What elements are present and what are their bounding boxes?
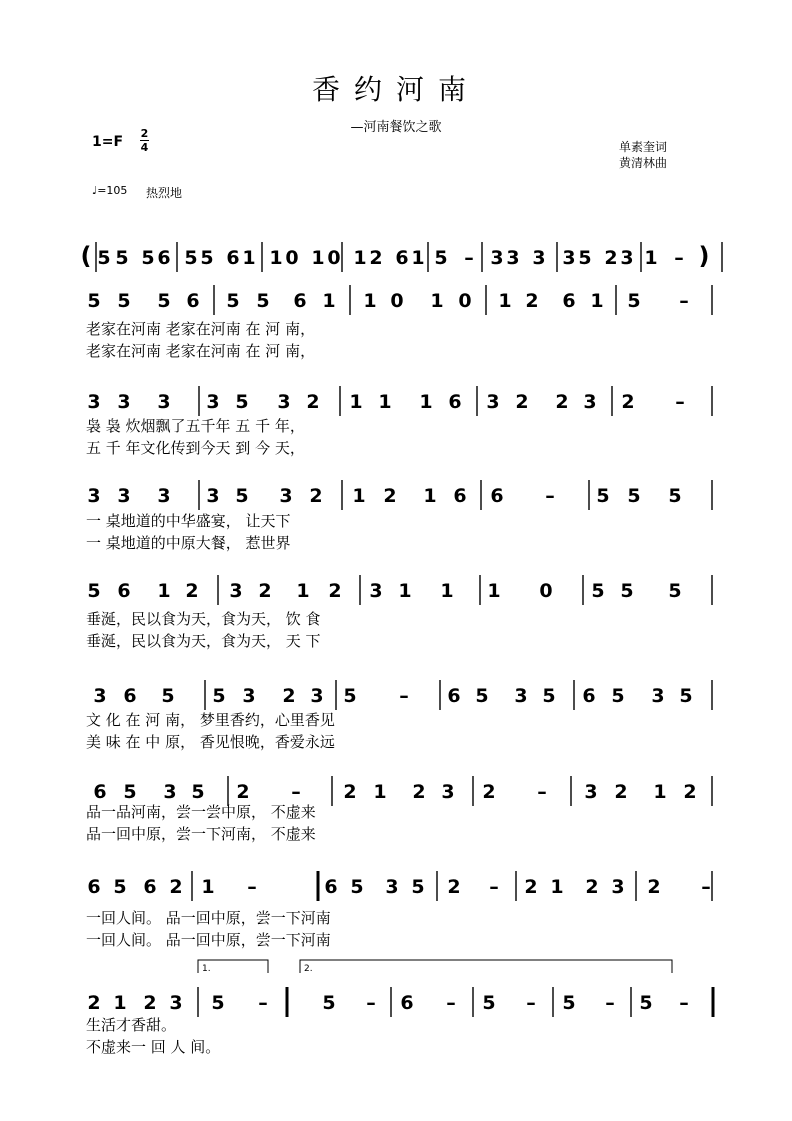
lyric-line: 垂涎，民以食为天，食为天， 天 下 bbox=[86, 632, 321, 650]
note: – bbox=[258, 992, 268, 1014]
note: 5 bbox=[562, 992, 576, 1014]
note: 1 bbox=[201, 876, 215, 898]
note: 3 bbox=[157, 391, 171, 413]
note: – bbox=[399, 685, 409, 707]
note: 2 bbox=[525, 290, 539, 312]
note: 2 bbox=[185, 580, 199, 602]
note: 5 bbox=[115, 247, 129, 269]
note: 3 bbox=[279, 485, 293, 507]
note: 5 bbox=[113, 876, 127, 898]
note: 5 bbox=[668, 580, 682, 602]
note: 5 bbox=[639, 992, 653, 1014]
note: 5 bbox=[482, 992, 496, 1014]
lyric-line: 品一回中原，尝一下河南， 不虚来 bbox=[86, 825, 316, 843]
note: 2 bbox=[614, 781, 628, 803]
note: 5 bbox=[343, 685, 357, 707]
note: 3 bbox=[163, 781, 177, 803]
note: – bbox=[679, 992, 689, 1014]
note: – bbox=[675, 391, 685, 413]
note: 6 bbox=[93, 781, 107, 803]
note: 2 bbox=[306, 391, 320, 413]
note: 1 bbox=[296, 580, 310, 602]
note: 2 bbox=[309, 485, 323, 507]
note: 5 bbox=[117, 290, 131, 312]
note: 3 bbox=[385, 876, 399, 898]
note: 6 bbox=[157, 247, 171, 269]
note: 3 bbox=[490, 247, 504, 269]
note: 5 bbox=[235, 485, 249, 507]
note: 2 bbox=[647, 876, 661, 898]
note: 3 bbox=[583, 391, 597, 413]
note: 3 bbox=[206, 391, 220, 413]
note: – bbox=[701, 876, 711, 898]
note: 2 bbox=[621, 391, 635, 413]
note: 6 bbox=[186, 290, 200, 312]
note: 5 bbox=[411, 876, 425, 898]
note: 3 bbox=[369, 580, 383, 602]
note: 5 bbox=[184, 247, 198, 269]
note: 1 bbox=[373, 781, 387, 803]
note: 5 bbox=[256, 290, 270, 312]
note: 5 bbox=[627, 290, 641, 312]
first-ending-label: 1. bbox=[202, 964, 211, 974]
note: 1 bbox=[352, 485, 366, 507]
note: – bbox=[545, 485, 555, 507]
note: – bbox=[679, 290, 689, 312]
note: ( bbox=[80, 242, 92, 270]
note: 2 bbox=[683, 781, 697, 803]
note: 2 bbox=[447, 876, 461, 898]
second-ending-bracket bbox=[300, 960, 672, 973]
note: – bbox=[247, 876, 257, 898]
note: 2 bbox=[524, 876, 538, 898]
lyric-line: 袅 袅 炊烟飘了五千年 五 千 年， bbox=[86, 417, 305, 435]
note: 6 bbox=[117, 580, 131, 602]
note: 3 bbox=[87, 485, 101, 507]
note: 5 bbox=[668, 485, 682, 507]
note: 3 bbox=[486, 391, 500, 413]
second-ending-label: 2. bbox=[304, 964, 313, 974]
note: 5 bbox=[161, 685, 175, 707]
note: 2 bbox=[515, 391, 529, 413]
note: 2 bbox=[169, 876, 183, 898]
note: 5 bbox=[226, 290, 240, 312]
note: 2 bbox=[236, 781, 250, 803]
note: – bbox=[537, 781, 547, 803]
lyric-line: 垂涎，民以食为天，食为天， 饮 食 bbox=[86, 610, 321, 628]
note: 1 bbox=[378, 391, 392, 413]
note: 1 bbox=[398, 580, 412, 602]
note: 5 bbox=[620, 580, 634, 602]
note: 5 bbox=[627, 485, 641, 507]
note: 6 bbox=[453, 485, 467, 507]
note: – bbox=[464, 247, 474, 269]
note: 5 bbox=[542, 685, 556, 707]
note: 5 bbox=[141, 247, 155, 269]
note: 3 bbox=[242, 685, 256, 707]
lyric-line: 一回人间。 品一回中原，尝一下河南 bbox=[86, 931, 331, 949]
note: 0 bbox=[285, 247, 299, 269]
note: 1 bbox=[322, 290, 336, 312]
note: 5 bbox=[611, 685, 625, 707]
key-signature: 1=F bbox=[92, 134, 124, 150]
note: 1 bbox=[363, 290, 377, 312]
note: 6 bbox=[324, 876, 338, 898]
note: 3 bbox=[506, 247, 520, 269]
note: 3 bbox=[87, 391, 101, 413]
note: 1 bbox=[590, 290, 604, 312]
note: 3 bbox=[441, 781, 455, 803]
note: 1 bbox=[653, 781, 667, 803]
note: 1 bbox=[644, 247, 658, 269]
song-title: 香约河南 bbox=[311, 73, 480, 106]
lyric-line: 文 化 在 河 南， 梦里香约，心里香见 bbox=[86, 711, 335, 729]
note: 6 bbox=[490, 485, 504, 507]
lyric-line: 一 桌地道的中华盛宴， 让天下 bbox=[86, 512, 291, 530]
lyric-line: 一 桌地道的中原大餐， 惹世界 bbox=[86, 534, 291, 552]
note: 6 bbox=[562, 290, 576, 312]
note: 6 bbox=[226, 247, 240, 269]
lyric-line: 老家在河南 老家在河南 在 河 南， bbox=[86, 342, 316, 360]
note: 3 bbox=[277, 391, 291, 413]
note: – bbox=[605, 992, 615, 1014]
note: 0 bbox=[390, 290, 404, 312]
lyric-line: 美 味 在 中 原， 香见恨晚，香爱永远 bbox=[86, 733, 335, 751]
lyric-line: 品一品河南，尝一尝中原， 不虚来 bbox=[86, 803, 316, 821]
time-signature-bottom: 4 bbox=[140, 141, 149, 154]
note: 5 bbox=[87, 290, 101, 312]
note: 5 bbox=[596, 485, 610, 507]
lyric-line: 五 千 年文化传到今天 到 今 天， bbox=[86, 439, 305, 457]
note: 5 bbox=[123, 781, 137, 803]
note: 1 bbox=[242, 247, 256, 269]
note: 3 bbox=[584, 781, 598, 803]
note: 5 bbox=[322, 992, 336, 1014]
song-subtitle: —河南餐饮之歌 bbox=[350, 120, 442, 135]
note: ) bbox=[698, 242, 710, 270]
note: 5 bbox=[191, 781, 205, 803]
note: 1 bbox=[487, 580, 501, 602]
note: 3 bbox=[206, 485, 220, 507]
note: 5 bbox=[97, 247, 111, 269]
note: 5 bbox=[87, 580, 101, 602]
note: 0 bbox=[458, 290, 472, 312]
note: 6 bbox=[87, 876, 101, 898]
time-signature-top: 2 bbox=[140, 127, 149, 140]
tempo-marking: ♩=105 bbox=[92, 184, 128, 197]
note: 1 bbox=[423, 485, 437, 507]
note: 2 bbox=[555, 391, 569, 413]
note: 5 bbox=[434, 247, 448, 269]
note: – bbox=[674, 247, 684, 269]
note: 6 bbox=[293, 290, 307, 312]
note: 3 bbox=[93, 685, 107, 707]
note: 5 bbox=[679, 685, 693, 707]
lyric-line: 生活才香甜。 bbox=[86, 1016, 177, 1034]
note: 6 bbox=[447, 685, 461, 707]
note: 2 bbox=[87, 992, 101, 1014]
note: 1 bbox=[419, 391, 433, 413]
note: 2 bbox=[412, 781, 426, 803]
note: 3 bbox=[611, 876, 625, 898]
note: 3 bbox=[620, 247, 634, 269]
note: 5 bbox=[157, 290, 171, 312]
note: – bbox=[366, 992, 376, 1014]
note: 3 bbox=[310, 685, 324, 707]
note: 3 bbox=[117, 485, 131, 507]
expression-marking: 热烈地 bbox=[146, 186, 183, 200]
note: 5 bbox=[235, 391, 249, 413]
note: 5 bbox=[475, 685, 489, 707]
note: 3 bbox=[532, 247, 546, 269]
note: 1 bbox=[349, 391, 363, 413]
note: 3 bbox=[229, 580, 243, 602]
lyric-line: 老家在河南 老家在河南 在 河 南， bbox=[86, 320, 316, 338]
composer-credit: 黄清林曲 bbox=[619, 156, 668, 170]
note: 1 bbox=[157, 580, 171, 602]
lyricist-credit: 单素奎词 bbox=[619, 140, 668, 154]
note: 1 bbox=[430, 290, 444, 312]
note: 1 bbox=[113, 992, 127, 1014]
note: 6 bbox=[395, 247, 409, 269]
note: 1 bbox=[550, 876, 564, 898]
note: – bbox=[446, 992, 456, 1014]
note: 6 bbox=[448, 391, 462, 413]
note: 1 bbox=[498, 290, 512, 312]
note: 2 bbox=[482, 781, 496, 803]
note: 6 bbox=[123, 685, 137, 707]
note: 3 bbox=[169, 992, 183, 1014]
note: – bbox=[291, 781, 301, 803]
lyric-line: 不虚来一 回 人 间。 bbox=[86, 1038, 221, 1056]
note: 5 bbox=[212, 685, 226, 707]
note: 2 bbox=[585, 876, 599, 898]
note: 6 bbox=[582, 685, 596, 707]
note: 0 bbox=[539, 580, 553, 602]
note: 6 bbox=[143, 876, 157, 898]
note: 2 bbox=[383, 485, 397, 507]
note: 3 bbox=[157, 485, 171, 507]
note: 1 bbox=[311, 247, 325, 269]
note: 3 bbox=[514, 685, 528, 707]
note: 2 bbox=[369, 247, 383, 269]
note: 0 bbox=[327, 247, 341, 269]
note: 3 bbox=[651, 685, 665, 707]
note: 2 bbox=[258, 580, 272, 602]
note: 3 bbox=[117, 391, 131, 413]
note: 5 bbox=[350, 876, 364, 898]
note: 1 bbox=[269, 247, 283, 269]
note: – bbox=[526, 992, 536, 1014]
note: – bbox=[489, 876, 499, 898]
note: 5 bbox=[200, 247, 214, 269]
note: 2 bbox=[604, 247, 618, 269]
note: 3 bbox=[562, 247, 576, 269]
note: 2 bbox=[143, 992, 157, 1014]
note: 1 bbox=[440, 580, 454, 602]
note: 6 bbox=[400, 992, 414, 1014]
lyric-line: 一回人间。 品一回中原，尝一下河南 bbox=[86, 909, 331, 927]
note: 2 bbox=[343, 781, 357, 803]
note: 5 bbox=[211, 992, 225, 1014]
note: 2 bbox=[282, 685, 296, 707]
note: 5 bbox=[591, 580, 605, 602]
note: 1 bbox=[411, 247, 425, 269]
note: 1 bbox=[353, 247, 367, 269]
note: 5 bbox=[578, 247, 592, 269]
note: 2 bbox=[328, 580, 342, 602]
